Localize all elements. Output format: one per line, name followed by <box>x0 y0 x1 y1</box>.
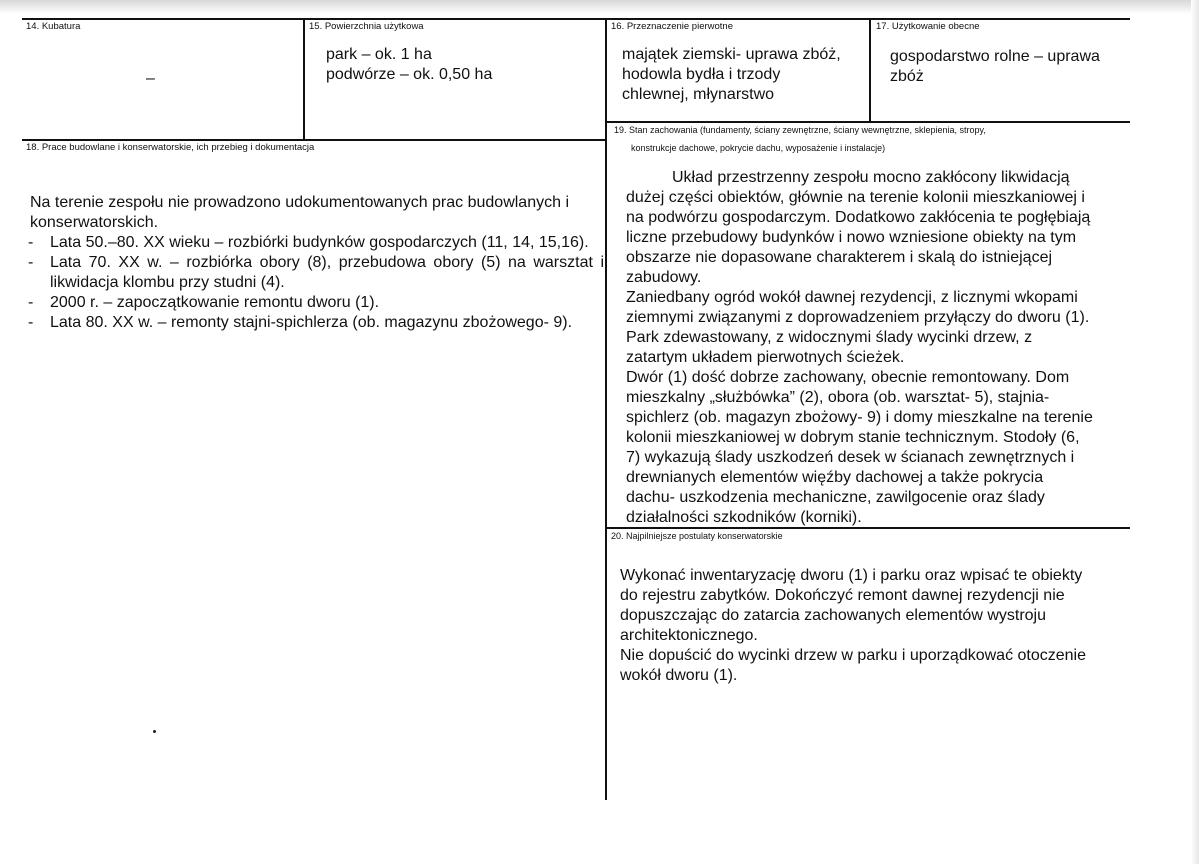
field-15-line: podwórze – ok. 0,50 ha <box>326 66 493 83</box>
field-19-line: kolonii mieszkaniowej w dobrym stanie technicznym. Stodoły (6, <box>626 429 1080 446</box>
divider-16-17 <box>869 18 871 122</box>
field-16-line: hodowla bydła i trzody <box>622 66 781 83</box>
field-16-line: majątek ziemski- uprawa zbóż, <box>622 46 841 63</box>
field-18-item: - Lata 80. XX w. – remonty stajni-spichlerza (ob. magazynu zbożowego- 9). <box>24 313 604 333</box>
field-16-value <box>622 45 841 105</box>
field-19-line: spichlerz (ob. magazyn zbożowy- 9) i domy mieszkalne na terenie <box>626 409 1093 426</box>
field-19-body <box>626 168 1093 528</box>
scan-speck <box>153 730 156 733</box>
top-rule <box>22 18 1130 20</box>
field-17-line: gospodarstwo rolne – uprawa <box>890 48 1100 65</box>
field-19-line: ziemnymi związanymi z doprowadzeniem przyłączy do dworu (1). <box>626 309 1090 326</box>
field-18-list <box>24 233 604 333</box>
field-15-line: park – ok. 1 ha <box>326 46 432 63</box>
field-16-label: 16. Przeznaczenie pierwotne <box>611 21 733 32</box>
rule-above-18 <box>22 139 607 141</box>
field-19-line: na podwórzu gospodarczym. Dodatkowo zakłócenia te pogłębiają <box>626 209 1091 226</box>
field-19-line: drewnianych elementów więźby dachowej a także pokrycia <box>626 469 1044 486</box>
field-19-line: dachu- uszkodzenia mechaniczne, zawilgocenie oraz ślady <box>626 489 1045 506</box>
field-20-line: architektonicznego. <box>620 627 758 644</box>
divider-14-15 <box>303 18 305 140</box>
field-19-line: 7) wykazują ślady uszkodzeń desek w ścianach zewnętrznych i <box>626 449 1075 466</box>
field-17-value <box>890 47 1100 87</box>
rule-above-19 <box>605 121 1130 123</box>
field-16-line: chlewnej, młynarstwo <box>622 86 775 103</box>
field-18-intro: Na terenie zespołu nie prowadzono udokumentowanych prac budowlanych i konserwatorskich. <box>30 194 569 231</box>
field-20-line: dopuszczając do zatarcia zachowanych elementów wystroju <box>620 607 1046 624</box>
field-19-label: 19. Stan zachowania (fundamenty, ściany zewnętrzne, ściany wewnętrzne, sklepienia, stropy, <box>614 125 986 135</box>
field-20-line: wokół dworu (1). <box>620 667 738 684</box>
field-14-value: – <box>146 70 155 87</box>
field-18-item: - 2000 r. – zapoczątkowanie remontu dworu (1). <box>24 293 604 313</box>
divider-15-16 <box>605 18 607 800</box>
field-19-line: Park zdewastowany, z widocznymi ślady wycinki drzew, z <box>626 329 1033 346</box>
field-19-line: obszarze nie dopasowane charakterem i skalą do istniejącej <box>626 249 1053 266</box>
field-18-label: 18. Prace budowlane i konserwatorskie, ich przebieg i dokumentacja <box>26 142 315 153</box>
field-20-line: Nie dopuścić do wycinki drzew w parku i uporządkować otoczenie <box>620 647 1086 664</box>
field-18-item: - Lata 50.–80. XX wieku – rozbiórki budynków gospodarczych (11, 14, 15,16). <box>24 233 604 253</box>
field-19-line: mieszkalny „służbówka” (2), obora (ob. warsztat- 5), stajnia- <box>626 389 1050 406</box>
field-17-label: 17. Użytkowanie obecne <box>876 21 980 32</box>
scan-top-shadow <box>0 0 1199 14</box>
scan-right-shadow <box>1191 0 1199 864</box>
field-18-item: - Lata 70. XX w. – rozbiórka obory (8), przebudowa obory (5) na warsztat i likwidacja klombu przy studni (4). <box>24 253 604 293</box>
field-19-line: dużej części obiektów, głównie na terenie kolonii mieszkaniowej i <box>626 189 1085 206</box>
field-19-line: działalności szkodników (korniki). <box>626 509 862 526</box>
field-20-line: Wykonać inwentaryzację dworu (1) i parku oraz wpisać te obiekty <box>620 567 1083 584</box>
field-19-line: Układ przestrzenny zespołu mocno zakłócony likwidacją <box>672 169 1070 186</box>
field-20-label: 20. Najpilniejsze postulaty konserwatorskie <box>611 531 783 541</box>
field-14-label: 14. Kubatura <box>26 21 81 32</box>
field-19-line: Dwór (1) dość dobrze zachowany, obecnie remontowany. Dom <box>626 369 1070 386</box>
field-19-line: liczne przebudowy budynków i nowo wzniesione obiekty na tym <box>626 229 1077 246</box>
field-19-label-cont: konstrukcje dachowe, pokrycie dachu, wyposażenie i instalacje) <box>631 143 886 153</box>
field-19-line: zatartym układem pierwotnych ścieżek. <box>626 349 905 366</box>
field-18-body <box>24 193 604 333</box>
field-15-label: 15. Powierzchnia użytkowa <box>309 21 424 32</box>
field-20-body <box>620 566 1086 686</box>
field-15-value <box>326 45 492 85</box>
field-19-line: Zaniedbany ogród wokół dawnej rezydencji, z licznymi wkopami <box>626 289 1078 306</box>
field-17-line: zbóż <box>890 68 924 85</box>
field-19-line: zabudowy. <box>626 269 702 286</box>
field-20-line: do rejestru zabytków. Dokończyć remont dawnej rezydencji nie <box>620 587 1065 604</box>
